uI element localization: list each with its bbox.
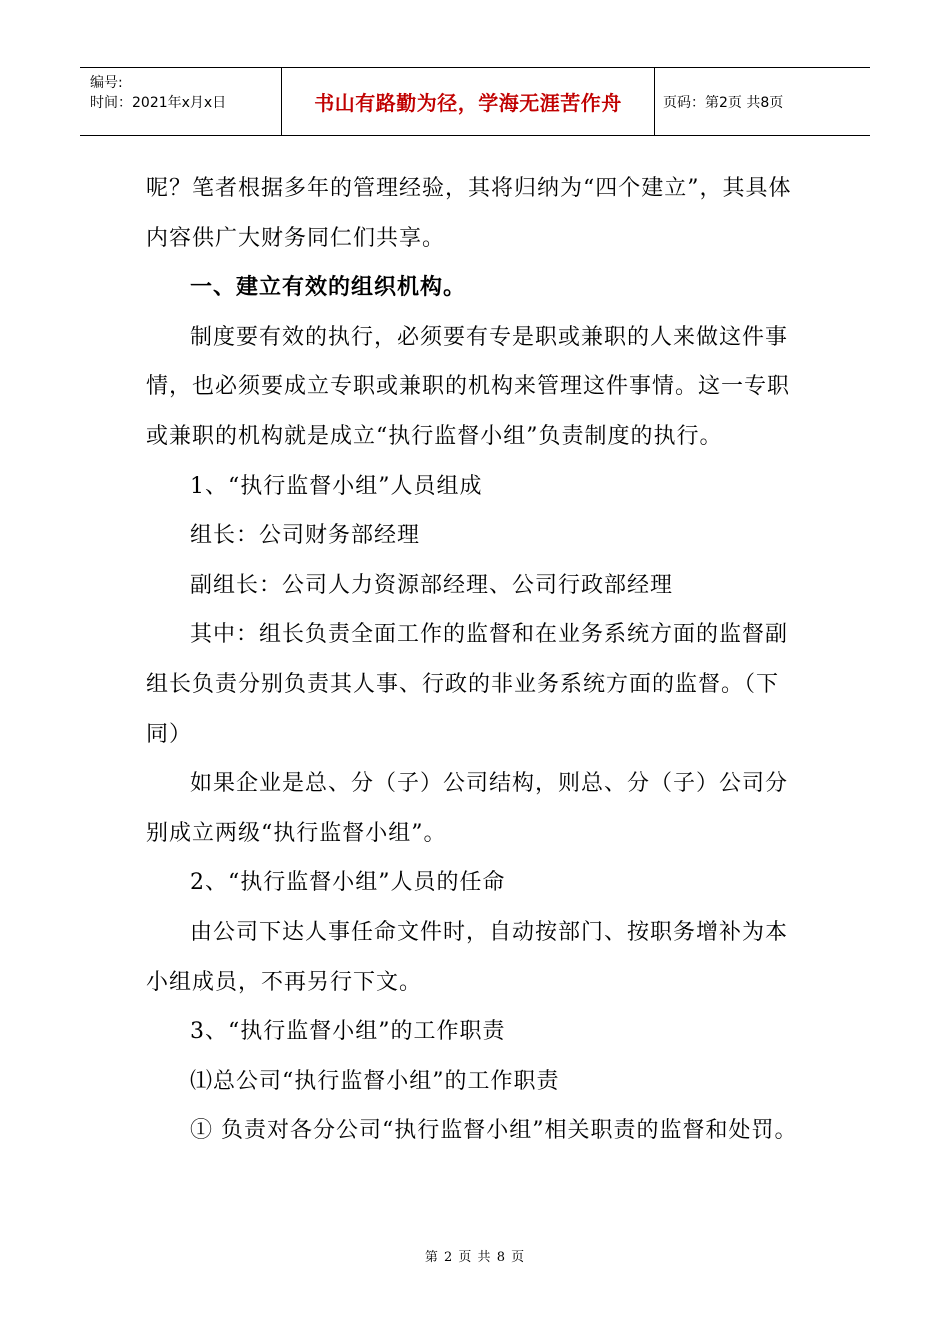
paragraph: 如果企业是总、分（子）公司结构，则总、分（子）公司分别成立两级“执行监督小组”。 (146, 771, 789, 846)
header-page-code: 页码：第2页 共8页 (663, 94, 784, 111)
document-body (146, 164, 810, 1156)
subsection-heading: 3、“执行监督小组”的工作职责 (190, 1019, 506, 1045)
subsection-heading: 1、“执行监督小组”人员组成 (190, 473, 483, 499)
document-date: 时间：2021年x月x日 (90, 95, 227, 111)
list-item: ① 负责对各分公司“执行监督小组”相关职责的监督和处罚。 (190, 1118, 798, 1144)
section-heading: 一、建立有效的组织机构。 (190, 274, 467, 301)
subsection-heading: 2、“执行监督小组”人员的任命 (190, 870, 506, 896)
document-number-label: 编号: (90, 75, 123, 91)
paragraph-intro: 呢？笔者根据多年的管理经验，其将归纳为“四个建立”，其具体内容供广大财务同仁们共享。 (146, 176, 792, 251)
page-footer: 第 2 页 共 8 页 (424, 1250, 526, 1265)
paragraph: 其中：组长负责全面工作的监督和在业务系统方面的监督副组长负责分别负责其人事、行政的非业务系统方面的监督。（下同） (146, 622, 789, 747)
paragraph: 由公司下达人事任命文件时，自动按部门、按职务增补为本小组成员，不再另行下文。 (146, 919, 789, 995)
page-header (80, 67, 870, 136)
header-info-cell (80, 68, 282, 135)
paragraph: 副组长：公司人力资源部经理、公司行政部经理 (190, 572, 674, 598)
header-motto: 书山有路勤为径，学海无涯苦作舟 (282, 68, 655, 135)
paragraph: 组长：公司财务部经理 (190, 523, 421, 549)
list-heading: ⑴总公司“执行监督小组”的工作职责 (190, 1068, 560, 1094)
paragraph: 制度要有效的执行，必须要有专是职或兼职的人来做这件事情，也必须要成立专职或兼职的机构来管理这件事情。这一专职或兼职的机构就是成立“执行监督小组”负责制度的执行。 (146, 324, 791, 449)
